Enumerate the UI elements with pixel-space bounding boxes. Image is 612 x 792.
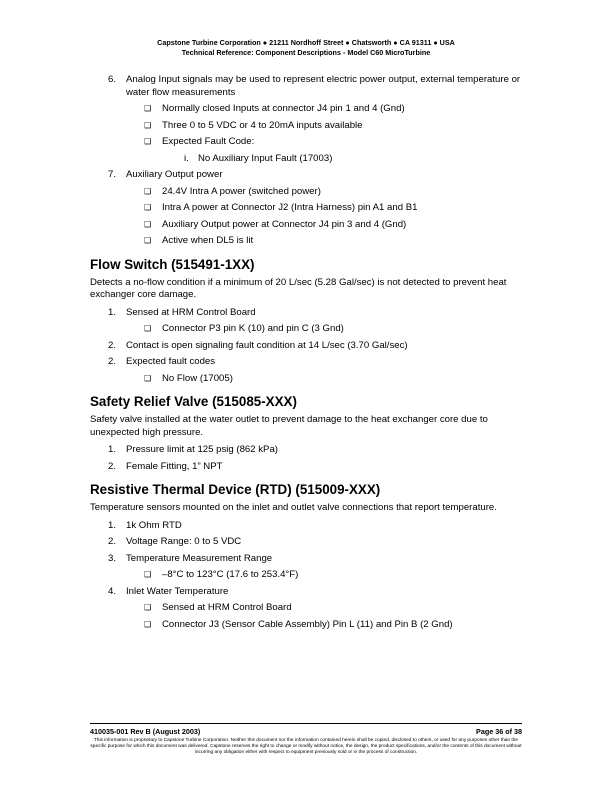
- roman-item: [90, 153, 530, 166]
- list-text: Voltage Range: 0 to 5 VDC: [126, 536, 242, 547]
- list-text: Inlet Water Temperature: [126, 585, 229, 597]
- list-item-auxiliary-output: [90, 169, 530, 182]
- bullet-item: [90, 569, 530, 582]
- page-footer: [90, 723, 522, 757]
- roman-text: No Auxiliary Input Fault (17003): [198, 152, 333, 164]
- list-text: Analog Input signals may be used to represent electric power output, external temperature or water flow measurements: [126, 74, 521, 98]
- list-item-analog-input: [90, 74, 530, 99]
- list-number: 3.: [108, 552, 117, 564]
- list-item: [90, 536, 530, 549]
- list-number: 2.: [108, 356, 117, 367]
- bullet-text: Normally closed Inputs at connector J4 pin 1 and 4 (Gnd): [162, 103, 405, 114]
- checkbox-bullet-icon: ❑: [144, 324, 152, 333]
- bullet-text: –8°C to 123°C (17.6 to 253.4°F): [162, 569, 299, 580]
- list-item: [90, 356, 530, 369]
- list-text: Pressure limit at 125 psig (862 kPa): [126, 444, 278, 455]
- page-header: [0, 38, 612, 58]
- list-text: Female Fitting, 1” NPT: [126, 460, 223, 472]
- bullet-text: Sensed at HRM Control Board: [162, 602, 292, 613]
- list-number: 4.: [108, 585, 117, 597]
- list-number: 1.: [108, 306, 117, 318]
- list-item: [90, 586, 530, 599]
- checkbox-bullet-icon: ❑: [144, 570, 152, 579]
- bullet-text: Connector P3 pin K (10) and pin C (3 Gnd): [162, 323, 344, 334]
- checkbox-bullet-icon: ❑: [144, 373, 152, 383]
- legal-notice: This information is proprietary to Capstone Turbine Corporation. Neither this document nor the information contained herein shall be copied, disclosed to others, or used for any purposes other than the specific purpose for which this document was delivered. Capstone reserves the right to change or modify without notice, the design, the product specifications, and/or the contents of this document without incurring any obligation either with respect to equipment previously sold or in the process of construction.: [90, 738, 522, 756]
- bullet-text: 24.4V Intra A power (switched power): [162, 185, 321, 197]
- section-heading-rtd: Resistive Thermal Device (RTD) (515009-XXX): [90, 482, 381, 497]
- checkbox-bullet-icon: ❑: [144, 137, 152, 146]
- list-item: [90, 520, 530, 533]
- bullet-item: [90, 136, 530, 149]
- section-description: Detects a no-flow condition if a minimum of 20 L/sec (5.28 Gal/sec) is not detected to prevent heat exchanger core damage.: [90, 276, 507, 300]
- list-item: [90, 340, 530, 353]
- bullet-item: [90, 202, 530, 215]
- list-number: 6.: [108, 74, 117, 85]
- checkbox-bullet-icon: ❑: [144, 120, 152, 130]
- header-document-title: Technical Reference: Component Descriptions - Model C60 MicroTurbine: [181, 48, 431, 57]
- bullet-item: [90, 323, 530, 336]
- list-text: 1k Ohm RTD: [126, 519, 182, 531]
- section-description: Safety valve installed at the water outlet to prevent damage to the heat exchanger core due to unexpected high pressure.: [90, 414, 488, 438]
- checkbox-bullet-icon: ❑: [144, 236, 152, 245]
- footer-divider: [90, 723, 522, 724]
- bullet-text: Connector J3 (Sensor Cable Assembly) Pin L (11) and Pin B (2 Gnd): [162, 618, 453, 630]
- section-heading-safety-relief-valve: Safety Relief Valve (515085-XXX): [90, 394, 297, 409]
- bullet-item: [90, 602, 530, 615]
- bullet-item: [90, 235, 530, 248]
- bullet-item: [90, 186, 530, 199]
- checkbox-bullet-icon: ❑: [144, 203, 152, 212]
- bullet-text: Auxiliary Output power at Connector J4 pin 3 and 4 (Gnd): [162, 218, 407, 230]
- bullet-item: [90, 619, 530, 632]
- bullet-text: Active when DL5 is lit: [162, 235, 254, 246]
- page-content: [90, 74, 530, 635]
- page-number: Page 36 of 38: [476, 727, 522, 736]
- bullet-item: [90, 373, 530, 386]
- list-number: 2.: [108, 536, 117, 547]
- bullet-item: [90, 219, 530, 232]
- list-text: Temperature Measurement Range: [126, 552, 273, 564]
- list-text: Auxiliary Output power: [126, 169, 223, 180]
- list-item: [90, 307, 530, 320]
- footer-row: [90, 727, 522, 736]
- bullet-text: Three 0 to 5 VDC or 4 to 20mA inputs available: [162, 119, 363, 131]
- list-number: 2.: [108, 460, 117, 472]
- section-description: Temperature sensors mounted on the inlet and outlet valve connections that report temperature.: [90, 502, 497, 513]
- checkbox-bullet-icon: ❑: [144, 104, 152, 113]
- checkbox-bullet-icon: ❑: [144, 619, 152, 629]
- document-revision: 410035-001 Rev B (August 2003): [90, 727, 201, 736]
- bullet-text: Intra A power at Connector J2 (Intra Harness) pin A1 and B1: [162, 202, 418, 213]
- list-text: Expected fault codes: [126, 356, 216, 367]
- roman-number: i.: [184, 152, 189, 164]
- list-number: 1.: [108, 444, 117, 455]
- list-item: [90, 444, 530, 457]
- checkbox-bullet-icon: ❑: [144, 603, 152, 612]
- list-text: Sensed at HRM Control Board: [126, 306, 256, 318]
- list-text: Contact is open signaling fault condition at 14 L/sec (3.70 Gal/sec): [126, 339, 408, 351]
- list-number: 2.: [108, 339, 117, 351]
- bullet-item: [90, 103, 530, 116]
- bullet-text: No Flow (17005): [162, 372, 233, 384]
- bullet-text: Expected Fault Code:: [162, 136, 255, 147]
- bullet-item: [90, 120, 530, 133]
- checkbox-bullet-icon: ❑: [144, 186, 152, 196]
- section-heading-flow-switch: Flow Switch (515491-1XX): [90, 256, 255, 272]
- header-address: Capstone Turbine Corporation ● 21211 Nordhoff Street ● Chatsworth ● CA 91311 ● USA: [157, 38, 455, 47]
- list-item: [90, 553, 530, 566]
- list-item: [90, 461, 530, 474]
- checkbox-bullet-icon: ❑: [144, 219, 152, 229]
- list-number: 7.: [108, 169, 117, 180]
- list-number: 1.: [108, 519, 117, 531]
